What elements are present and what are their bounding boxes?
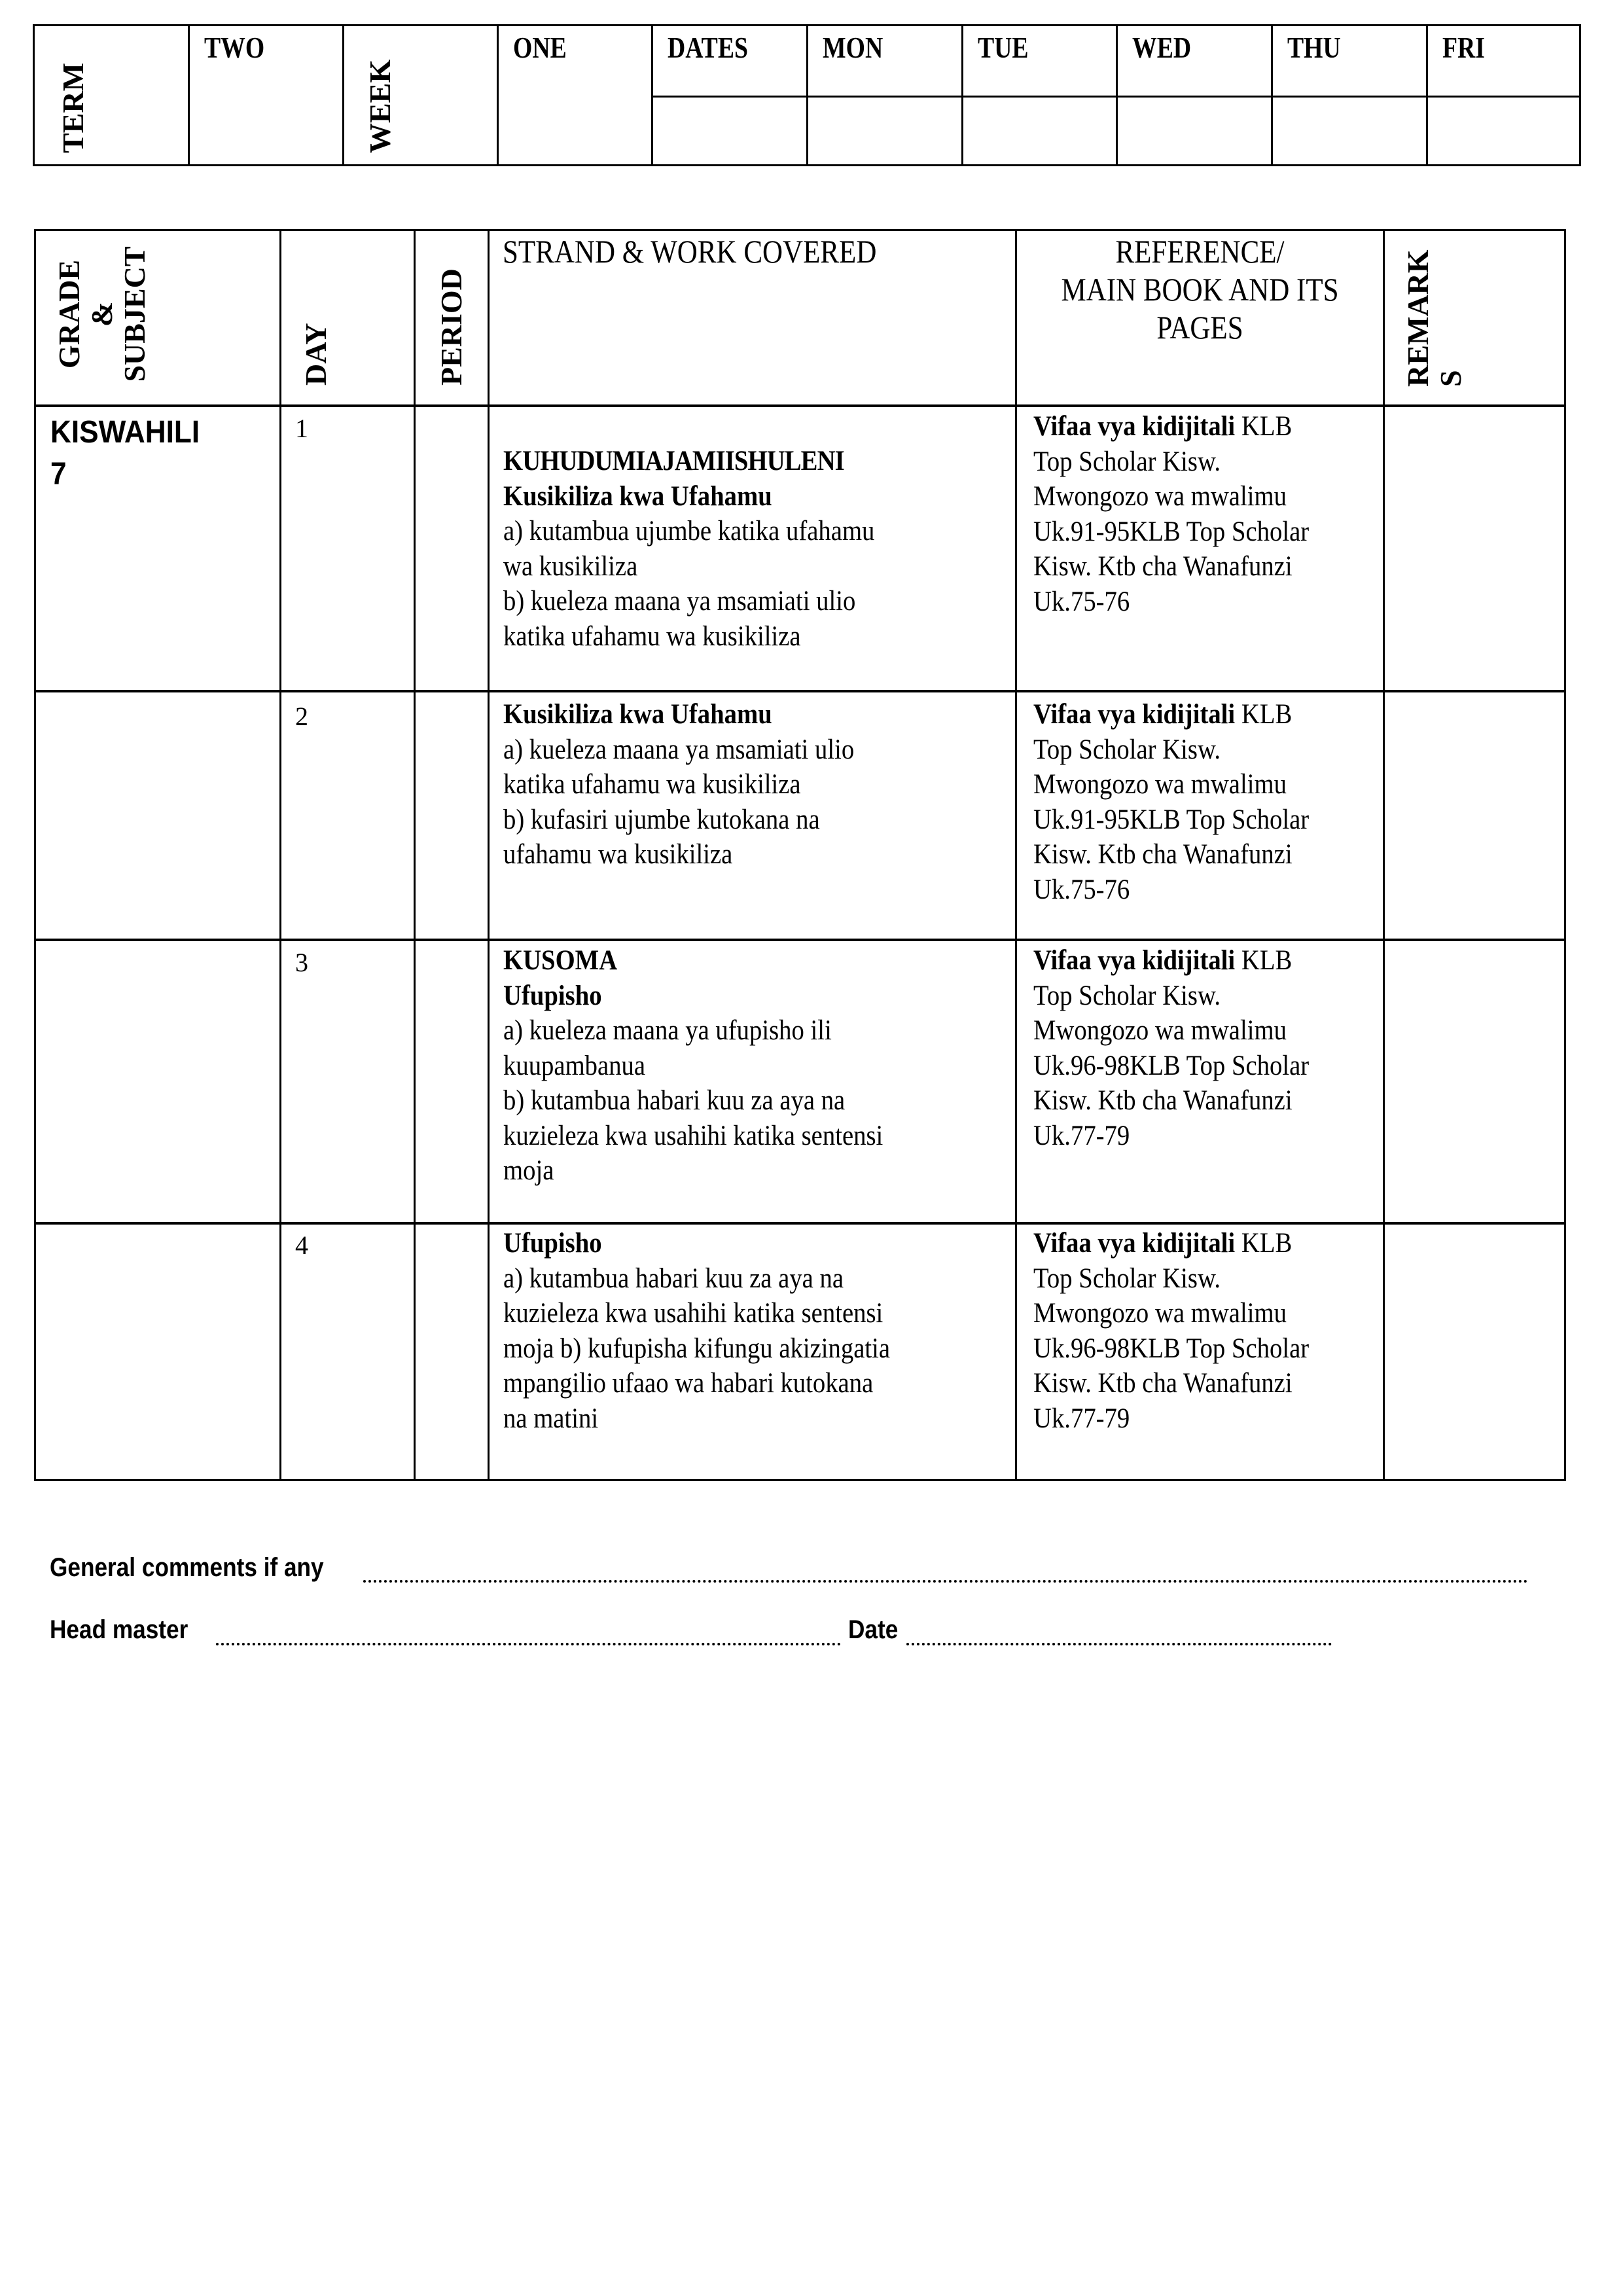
ampersand-header-line: & [85, 301, 118, 327]
reference-line: Mwongozo wa mwalimu [1033, 1298, 1287, 1329]
remarks-cell[interactable] [1385, 692, 1564, 939]
reference-cell [1033, 943, 1309, 1153]
reference-line: KLB [1241, 411, 1293, 442]
substrand-title: Ufupisho [503, 1228, 602, 1259]
strand-line: moja [503, 1155, 554, 1186]
strand-line: wa kusikiliza [503, 550, 638, 582]
reference-line: Kisw. Ktb cha Wanafunzi [1033, 1085, 1293, 1116]
period-cell[interactable] [416, 692, 488, 939]
remarks-cell[interactable] [1385, 941, 1564, 1222]
subject-header-line: SUBJECT [118, 246, 151, 382]
date-field[interactable] [906, 1643, 1332, 1645]
header-reference [1017, 231, 1383, 404]
strand-cell [503, 1226, 890, 1436]
week-label: WEEK [363, 59, 397, 153]
header-day [281, 231, 414, 404]
reference-cell [1033, 1226, 1309, 1436]
period-cell[interactable] [416, 407, 488, 690]
reference-line: KLB [1241, 945, 1293, 976]
reference-line: Top Scholar Kisw. [1033, 446, 1221, 477]
date-value-tue[interactable] [965, 98, 1118, 164]
scheme-of-work-table [34, 229, 1566, 1481]
substrand-title: Kusikiliza kwa Ufahamu [503, 480, 772, 512]
head-master-label: Head master [50, 1615, 188, 1644]
strand-line: kuzieleza kwa usahihi katika sentensi [503, 1120, 883, 1151]
reference-line: Uk.91-95KLB Top Scholar [1033, 804, 1310, 835]
reference-header-line: PAGES [1156, 309, 1243, 346]
remarks-header-line: REMARK [1401, 249, 1435, 387]
reference-line: Kisw. Ktb cha Wanafunzi [1033, 1368, 1293, 1399]
strand-line: ufahamu wa kusikiliza [503, 839, 733, 870]
reference-line: Top Scholar Kisw. [1033, 734, 1221, 765]
grade-header-line: GRADE [52, 259, 86, 369]
reference-bold: Vifaa vya kidijitali [1033, 411, 1236, 442]
table-row [281, 407, 283, 408]
subject-label [50, 412, 200, 495]
reference-line: Uk.77-79 [1033, 1120, 1130, 1151]
strand-line: katika ufahamu wa kusikiliza [503, 769, 801, 800]
reference-cell [1033, 409, 1309, 619]
strand-line: mpangilio ufaao wa habari kutokana [503, 1368, 874, 1399]
strand-title: KUHUDUMIAJAMIISHULENI [503, 446, 844, 476]
period-header: PERIOD [435, 268, 468, 386]
row-divider [36, 690, 1564, 692]
row-divider [36, 939, 1564, 941]
header-period [416, 231, 488, 404]
strand-line: kuzieleza kwa usahihi katika sentensi [503, 1298, 883, 1329]
day-label-mon: MON [823, 31, 883, 64]
strand-header: STRAND & WORK COVERED [503, 233, 877, 270]
day-number: 2 [295, 702, 308, 731]
period-cell[interactable] [416, 1225, 488, 1479]
head-master-field[interactable] [216, 1643, 841, 1645]
reference-line: Kisw. Ktb cha Wanafunzi [1033, 551, 1293, 582]
date-value-thu[interactable] [1275, 98, 1428, 164]
strand-line: a) kutambua ujumbe katika ufahamu [503, 516, 875, 547]
date-value-fri[interactable] [1430, 98, 1579, 164]
period-cell[interactable] [416, 941, 488, 1222]
reference-bold: Vifaa vya kidijitali [1033, 945, 1236, 976]
row-divider [36, 404, 1564, 407]
day-label-tue: TUE [978, 31, 1029, 64]
reference-bold: Vifaa vya kidijitali [1033, 1228, 1236, 1259]
reference-line: Uk.91-95KLB Top Scholar [1033, 516, 1310, 547]
strand-title: KUSOMA [503, 945, 618, 976]
reference-bold: Vifaa vya kidijitali [1033, 699, 1236, 730]
strand-line: b) kutambua habari kuu za aya na [503, 1085, 846, 1116]
term-value-cell[interactable] [190, 26, 344, 164]
strand-cell [503, 697, 854, 872]
strand-line: na matini [503, 1403, 599, 1434]
strand-line: a) kueleza maana ya ufupisho ili [503, 1015, 832, 1046]
date-label: Date [848, 1615, 899, 1644]
remarks-header-line: S [1434, 370, 1467, 387]
remarks-cell[interactable] [1385, 407, 1564, 690]
remarks-header [1402, 249, 1467, 387]
reference-line: KLB [1241, 699, 1293, 730]
strand-line: moja b) kufupisha kifungu akizingatia [503, 1333, 891, 1364]
col-divider [488, 231, 490, 1479]
day-header: DAY [299, 323, 332, 386]
date-value-mon[interactable] [810, 98, 963, 164]
term-value: TWO [204, 31, 265, 64]
week-label-cell [344, 26, 499, 164]
row-divider [36, 1222, 1564, 1225]
date-value-wed[interactable] [1120, 98, 1273, 164]
reference-line: KLB [1241, 1228, 1293, 1259]
reference-line: Uk.75-76 [1033, 586, 1130, 617]
reference-line: Uk.77-79 [1033, 1403, 1130, 1434]
strand-line: a) kutambua habari kuu za aya na [503, 1263, 844, 1294]
reference-line: Uk.96-98KLB Top Scholar [1033, 1333, 1310, 1364]
reference-line: Mwongozo wa mwalimu [1033, 481, 1287, 512]
reference-header-line: MAIN BOOK AND ITS [1061, 271, 1339, 308]
strand-line: b) kufasiri ujumbe kutokana na [503, 804, 820, 835]
reference-header-line: REFERENCE/ [1115, 233, 1285, 270]
week-value-cell[interactable] [499, 26, 653, 164]
header-grade-subject [36, 231, 279, 404]
term-week-header-table [33, 24, 1581, 166]
substrand-title: Ufupisho [503, 980, 602, 1011]
grade-subject-header [53, 245, 151, 383]
strand-line: katika ufahamu wa kusikiliza [503, 620, 801, 652]
strand-cell [503, 943, 883, 1189]
subject-name: KISWAHILI [50, 415, 200, 450]
reference-line: Mwongozo wa mwalimu [1033, 769, 1287, 800]
reference-line: Mwongozo wa mwalimu [1033, 1015, 1287, 1046]
strand-line: a) kueleza maana ya msamiati ulio [503, 734, 855, 765]
day-label-thu: THU [1287, 31, 1341, 64]
day-label-wed: WED [1132, 31, 1192, 64]
col-divider [1015, 231, 1017, 1479]
dates-label: DATES [668, 31, 748, 64]
header-remarks [1385, 231, 1564, 404]
reference-cell [1033, 697, 1309, 907]
reference-line: Kisw. Ktb cha Wanafunzi [1033, 839, 1293, 870]
substrand-title: Kusikiliza kwa Ufahamu [503, 699, 772, 730]
reference-line: Uk.96-98KLB Top Scholar [1033, 1050, 1310, 1081]
term-label-cell [35, 26, 190, 164]
week-value: ONE [513, 31, 567, 64]
day-number: 4 [295, 1230, 308, 1260]
reference-line: Top Scholar Kisw. [1033, 980, 1221, 1011]
strand-line: kuupambanua [503, 1050, 646, 1081]
term-label: TERM [56, 63, 90, 153]
strand-cell [503, 444, 874, 654]
strand-line: b) kueleza maana ya msamiati ulio [503, 586, 856, 617]
reference-header [1043, 232, 1357, 346]
reference-line: Top Scholar Kisw. [1033, 1263, 1221, 1294]
day-number: 1 [295, 414, 308, 443]
general-comments-field[interactable] [363, 1580, 1528, 1583]
day-number: 3 [295, 948, 308, 977]
general-comments-label: General comments if any [50, 1553, 324, 1582]
col-divider [279, 231, 281, 1479]
day-label-fri: FRI [1442, 31, 1485, 64]
date-value-dates[interactable] [655, 98, 808, 164]
reference-line: Uk.75-76 [1033, 874, 1130, 905]
grade-number: 7 [50, 457, 67, 492]
remarks-cell[interactable] [1385, 1225, 1564, 1479]
header-strand [490, 231, 1015, 404]
